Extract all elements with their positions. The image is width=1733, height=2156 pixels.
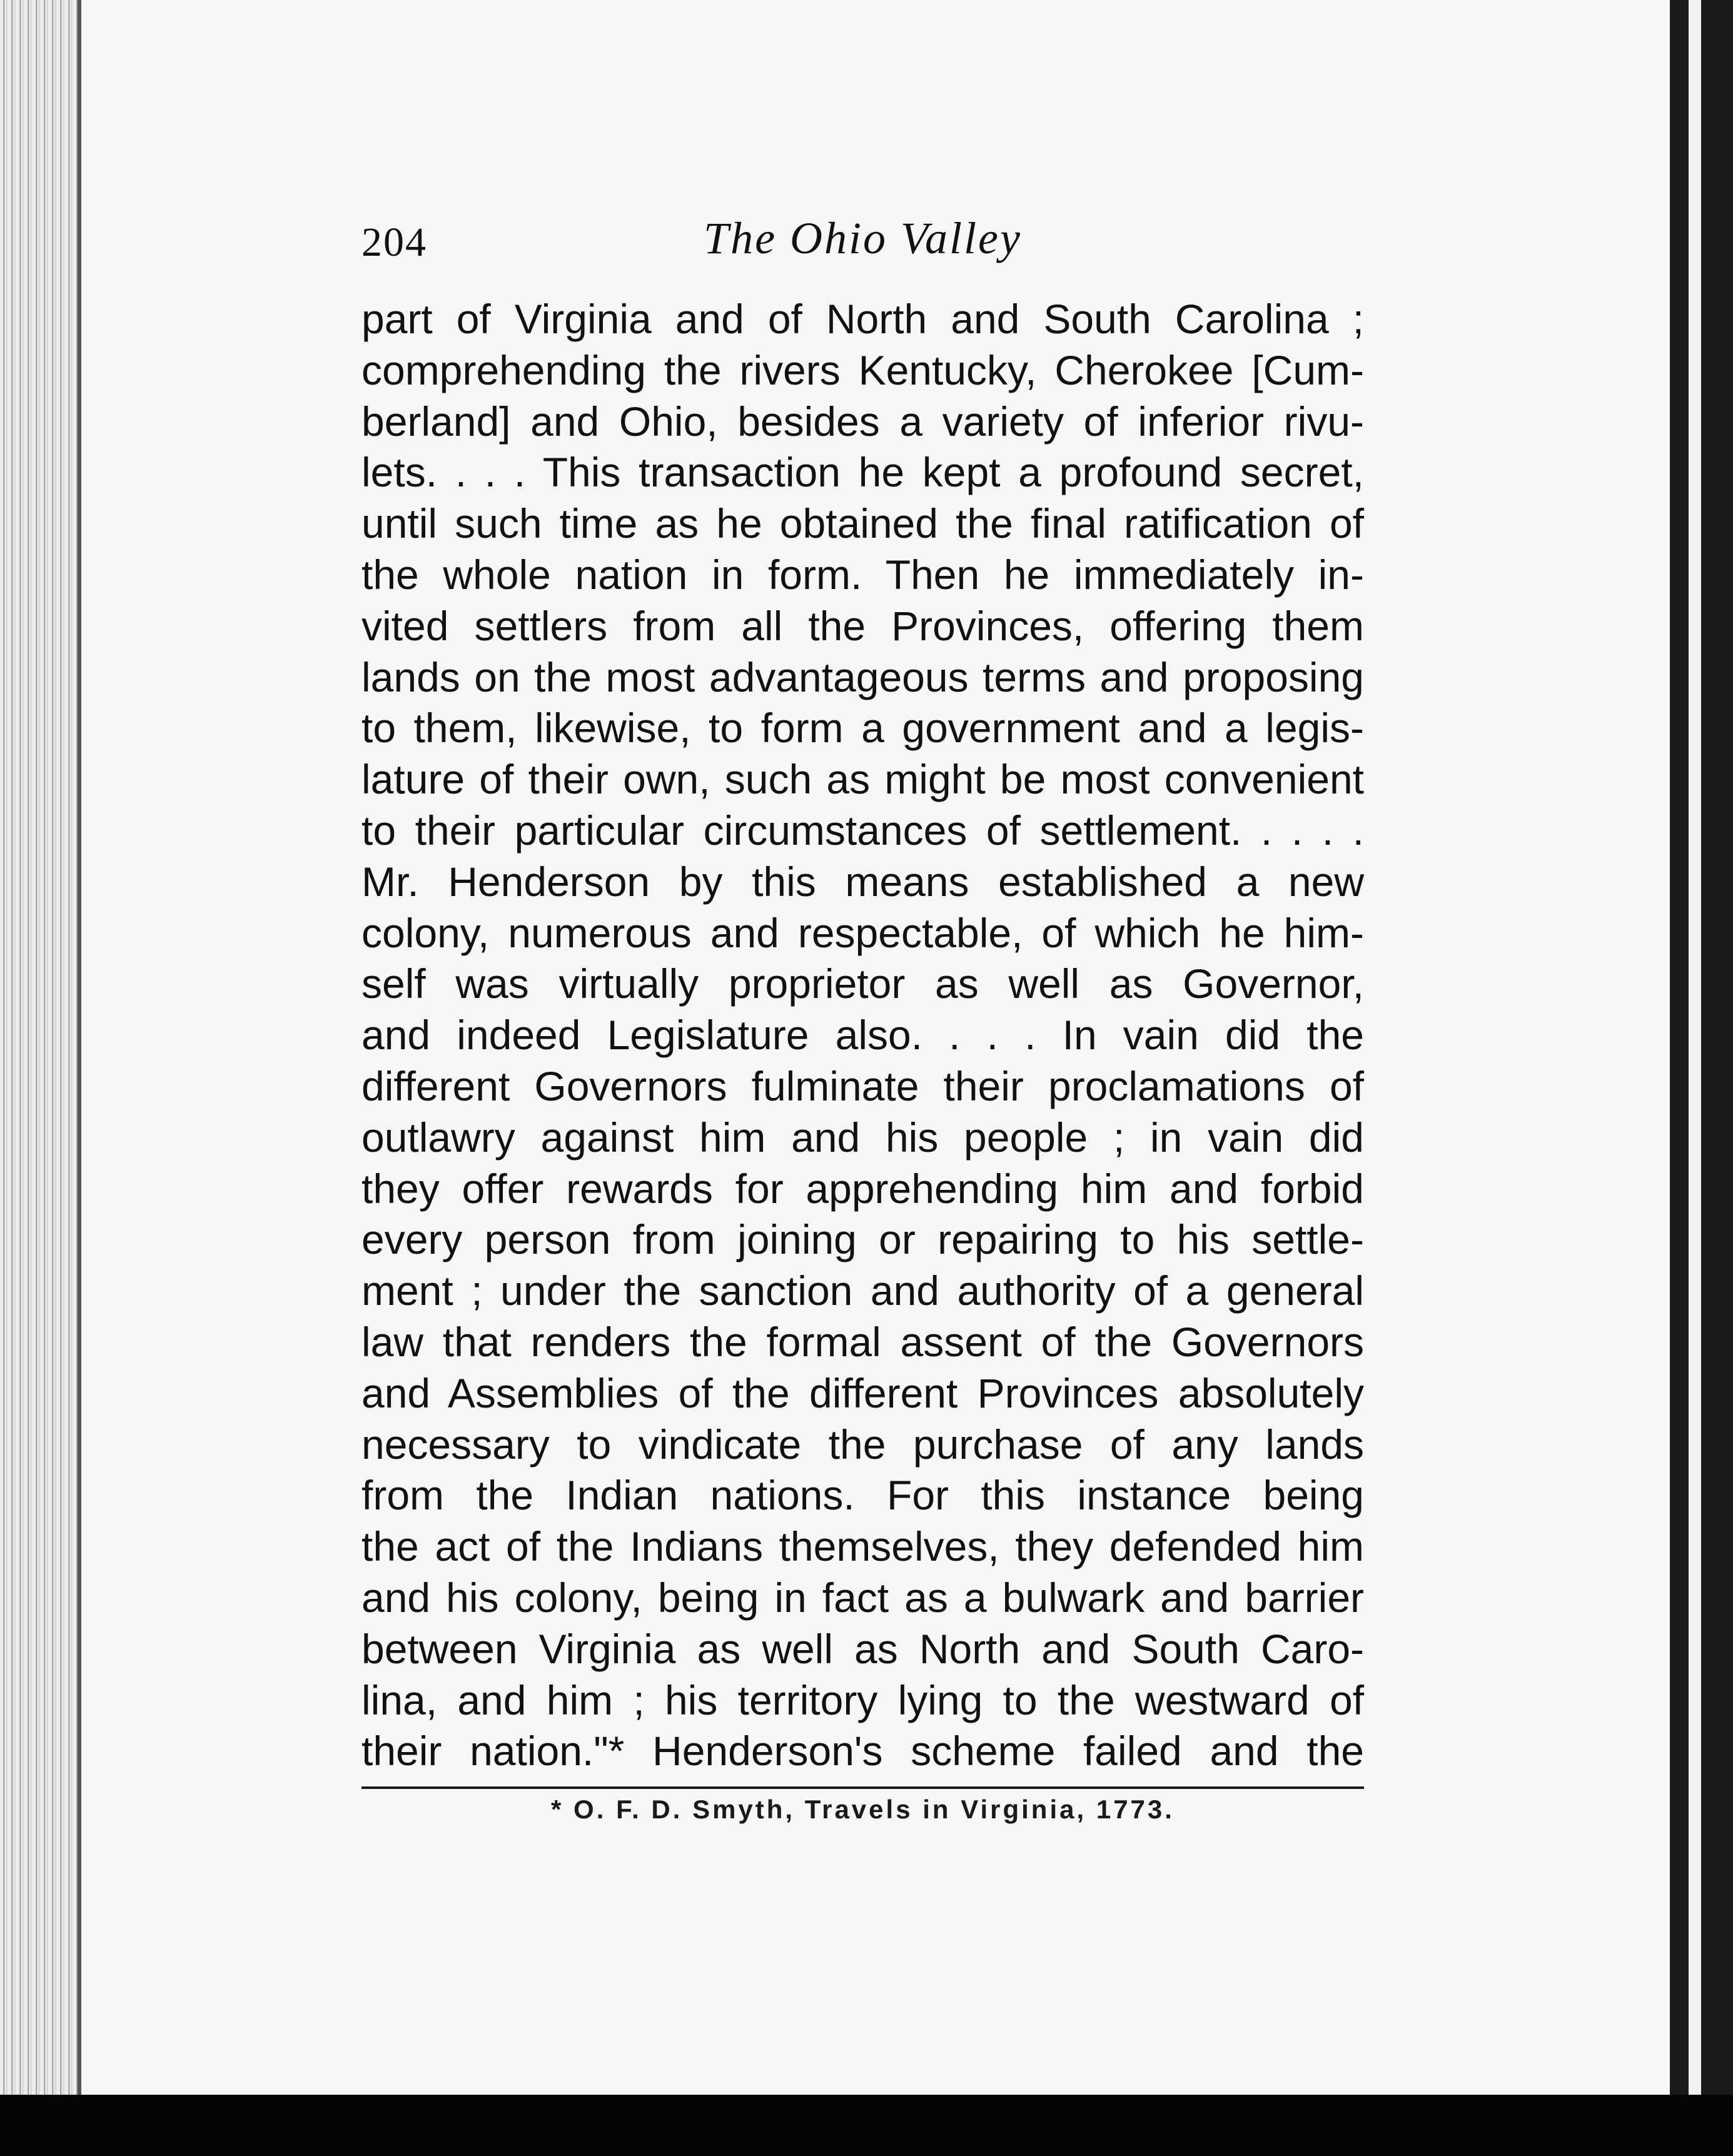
text-line: and Assemblies of the different Provinces absolutely (361, 1369, 1364, 1416)
text-line: to their particular circumstances of settlement. . . . . (361, 807, 1364, 854)
text-line: outlawry against him and his people ; in vain did (361, 1114, 1364, 1161)
text-line: law that renders the formal assent of the Governors (361, 1318, 1364, 1365)
text-line: self was virtually proprietor as well as Governor, (361, 960, 1364, 1007)
body-text (361, 294, 1364, 1777)
text-line: their nation."* Henderson's scheme failed and the (361, 1728, 1364, 1775)
text-line: and his colony, being in fact as a bulwark and barrier (361, 1574, 1364, 1621)
text-line: berland] and Ohio, besides a variety of inferior rivu- (361, 398, 1364, 445)
text-line: colony, numerous and respectable, of which he him- (361, 909, 1364, 956)
text-line: lature of their own, such as might be most convenient (361, 756, 1364, 803)
text-line: lina, and him ; his territory lying to the westward of (361, 1676, 1364, 1723)
text-line: they offer rewards for apprehending him and forbid (361, 1165, 1364, 1212)
page-header (361, 213, 1364, 269)
text-line: the act of the Indians themselves, they defended him (361, 1523, 1364, 1570)
text-line: lands on the most advantageous terms and proposing (361, 653, 1364, 700)
text-line: until such time as he obtained the final ratification of (361, 500, 1364, 547)
footnote-rule (361, 1786, 1364, 1789)
text-line: comprehending the rivers Kentucky, Cherokee [Cum- (361, 346, 1364, 393)
text-line: every person from joining or repairing to his settle- (361, 1216, 1364, 1263)
text-line: the whole nation in form. Then he immediately in- (361, 551, 1364, 598)
page-number: 204 (361, 219, 427, 265)
text-line: between Virginia as well as North and South Caro- (361, 1625, 1364, 1672)
text-line: from the Indian nations. For this instance being (361, 1472, 1364, 1519)
book-page-edges (0, 0, 81, 2095)
text-line: and indeed Legislature also. . . . In vain did the (361, 1012, 1364, 1059)
running-title: The Ohio Valley (704, 213, 1022, 263)
right-margin-strip (1670, 0, 1733, 2095)
facing-page-edge (1689, 0, 1701, 2095)
text-line: ment ; under the sanction and authority of a general (361, 1267, 1364, 1314)
text-line: to them, likewise, to form a government and a legis- (361, 705, 1364, 752)
text-line: necessary to vindicate the purchase of any lands (361, 1421, 1364, 1468)
footnote: * O. F. D. Smyth, Travels in Virginia, 1773. (551, 1795, 1175, 1824)
text-line: part of Virginia and of North and South Carolina ; (361, 296, 1364, 342)
scan-bottom-border (0, 2095, 1733, 2156)
text-line: different Governors fulminate their proclamations of (361, 1062, 1364, 1109)
text-line: lets. . . . This transaction he kept a profound secret, (361, 449, 1364, 496)
text-line: Mr. Henderson by this means established a new (361, 858, 1364, 905)
text-line: vited settlers from all the Provinces, offering them (361, 602, 1364, 649)
